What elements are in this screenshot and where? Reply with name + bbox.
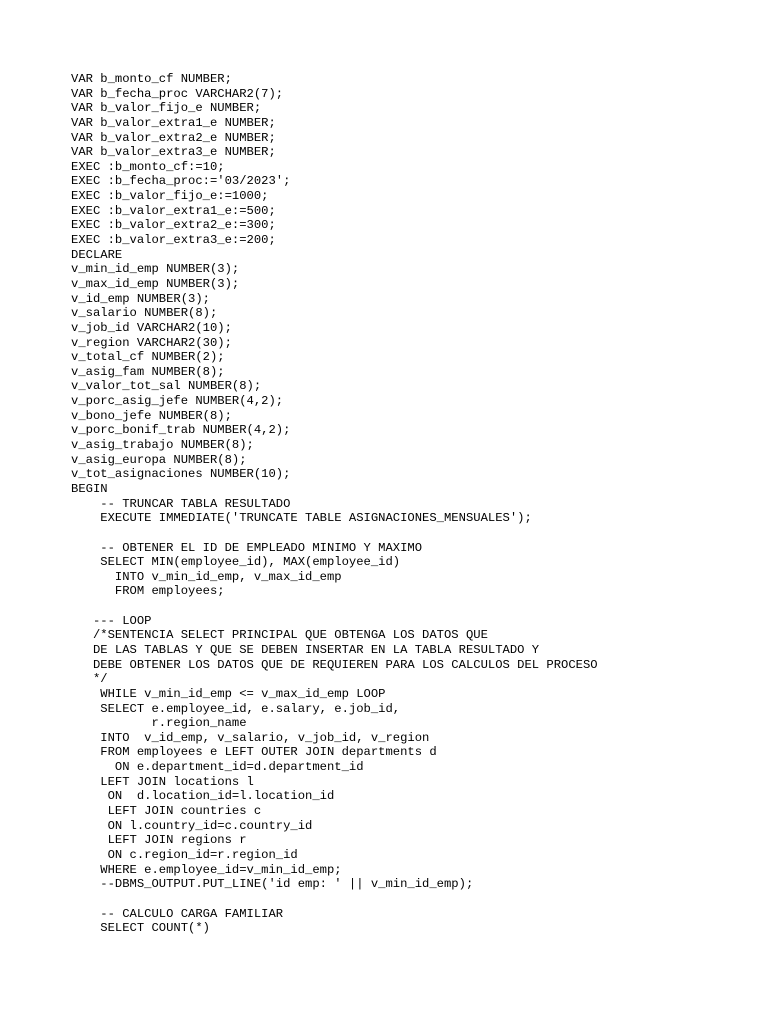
code-line: v_asig_fam NUMBER(8); <box>71 364 225 379</box>
code-line: VAR b_valor_extra2_e NUMBER; <box>71 130 276 145</box>
code-line: EXEC :b_monto_cf:=10; <box>71 159 225 174</box>
code-line: DECLARE <box>71 247 123 262</box>
code-line: FROM employees e LEFT OUTER JOIN departments d <box>71 745 437 760</box>
code-line: v_bono_jefe NUMBER(8); <box>71 408 232 423</box>
code-line: v_job_id VARCHAR2(10); <box>71 320 232 335</box>
code-line: VAR b_valor_fijo_e NUMBER; <box>71 101 262 116</box>
code-line: v_region VARCHAR2(30); <box>71 335 232 350</box>
code-line: v_total_cf NUMBER(2); <box>71 350 225 365</box>
code-line: -- CALCULO CARGA FAMILIAR <box>71 906 284 921</box>
code-line: WHILE v_min_id_emp <= v_max_id_emp LOOP <box>71 686 386 701</box>
code-line: v_porc_asig_jefe NUMBER(4,2); <box>71 394 284 409</box>
code-line: -- TRUNCAR TABLA RESULTADO <box>71 496 291 511</box>
code-line: r.region_name <box>71 716 247 731</box>
code-line: --- LOOP <box>71 613 152 628</box>
code-line: ON l.country_id=c.country_id <box>71 818 313 833</box>
code-line: EXEC :b_valor_fijo_e:=1000; <box>71 189 269 204</box>
code-line <box>71 892 598 907</box>
code-line: v_max_id_emp NUMBER(3); <box>71 276 240 291</box>
code-line: */ <box>71 672 108 687</box>
code-line: v_porc_bonif_trab NUMBER(4,2); <box>71 423 291 438</box>
code-line: ON c.region_id=r.region_id <box>71 847 298 862</box>
code-line: SELECT MIN(employee_id), MAX(employee_id) <box>71 555 401 570</box>
code-line: EXEC :b_valor_extra3_e:=200; <box>71 233 276 248</box>
code-line: v_asig_trabajo NUMBER(8); <box>71 438 254 453</box>
code-line: WHERE e.employee_id=v_min_id_emp; <box>71 862 342 877</box>
code-line: EXEC :b_valor_extra2_e:=300; <box>71 218 276 233</box>
code-line: EXEC :b_fecha_proc:='03/2023'; <box>71 174 291 189</box>
code-line: BEGIN <box>71 481 108 496</box>
code-line: LEFT JOIN locations l <box>71 774 254 789</box>
code-line: SELECT e.employee_id, e.salary, e.job_id, <box>71 701 401 716</box>
code-line: /*SENTENCIA SELECT PRINCIPAL QUE OBTENGA LOS DATOS QUE <box>71 628 488 643</box>
code-line: LEFT JOIN countries c <box>71 804 262 819</box>
code-line: LEFT JOIN regions r <box>71 833 247 848</box>
code-line: v_min_id_emp NUMBER(3); <box>71 262 240 277</box>
code-line: --DBMS_OUTPUT.PUT_LINE('id emp: ' || v_min_id_emp); <box>71 877 474 892</box>
code-line: DE LAS TABLAS Y QUE SE DEBEN INSERTAR EN LA TABLA RESULTADO Y <box>71 642 540 657</box>
code-line: EXEC :b_valor_extra1_e:=500; <box>71 203 276 218</box>
code-line: VAR b_monto_cf NUMBER; <box>71 72 232 86</box>
code-line: ON e.department_id=d.department_id <box>71 760 364 775</box>
code-line: v_valor_tot_sal NUMBER(8); <box>71 379 262 394</box>
code-line: FROM employees; <box>71 584 225 599</box>
code-listing <box>71 72 598 936</box>
code-line: -- OBTENER EL ID DE EMPLEADO MINIMO Y MAXIMO <box>71 540 423 555</box>
code-line: v_tot_asignaciones NUMBER(10); <box>71 467 291 482</box>
code-line: VAR b_fecha_proc VARCHAR2(7); <box>71 86 284 101</box>
code-line: INTO v_min_id_emp, v_max_id_emp <box>71 569 342 584</box>
code-line: ON d.location_id=l.location_id <box>71 789 335 804</box>
code-line: v_salario NUMBER(8); <box>71 306 218 321</box>
code-line: DEBE OBTENER LOS DATOS QUE DE REQUIEREN PARA LOS CALCULOS DEL PROCESO <box>71 657 598 672</box>
code-line <box>71 599 598 614</box>
code-line: v_asig_europa NUMBER(8); <box>71 452 247 467</box>
code-line: INTO v_id_emp, v_salario, v_job_id, v_region <box>71 730 430 745</box>
code-line <box>71 526 598 541</box>
code-line: VAR b_valor_extra1_e NUMBER; <box>71 115 276 130</box>
code-line: VAR b_valor_extra3_e NUMBER; <box>71 145 276 160</box>
code-line: v_id_emp NUMBER(3); <box>71 291 210 306</box>
code-line: EXECUTE IMMEDIATE('TRUNCATE TABLE ASIGNACIONES_MENSUALES'); <box>71 511 532 526</box>
code-line: SELECT COUNT(*) <box>71 921 210 936</box>
